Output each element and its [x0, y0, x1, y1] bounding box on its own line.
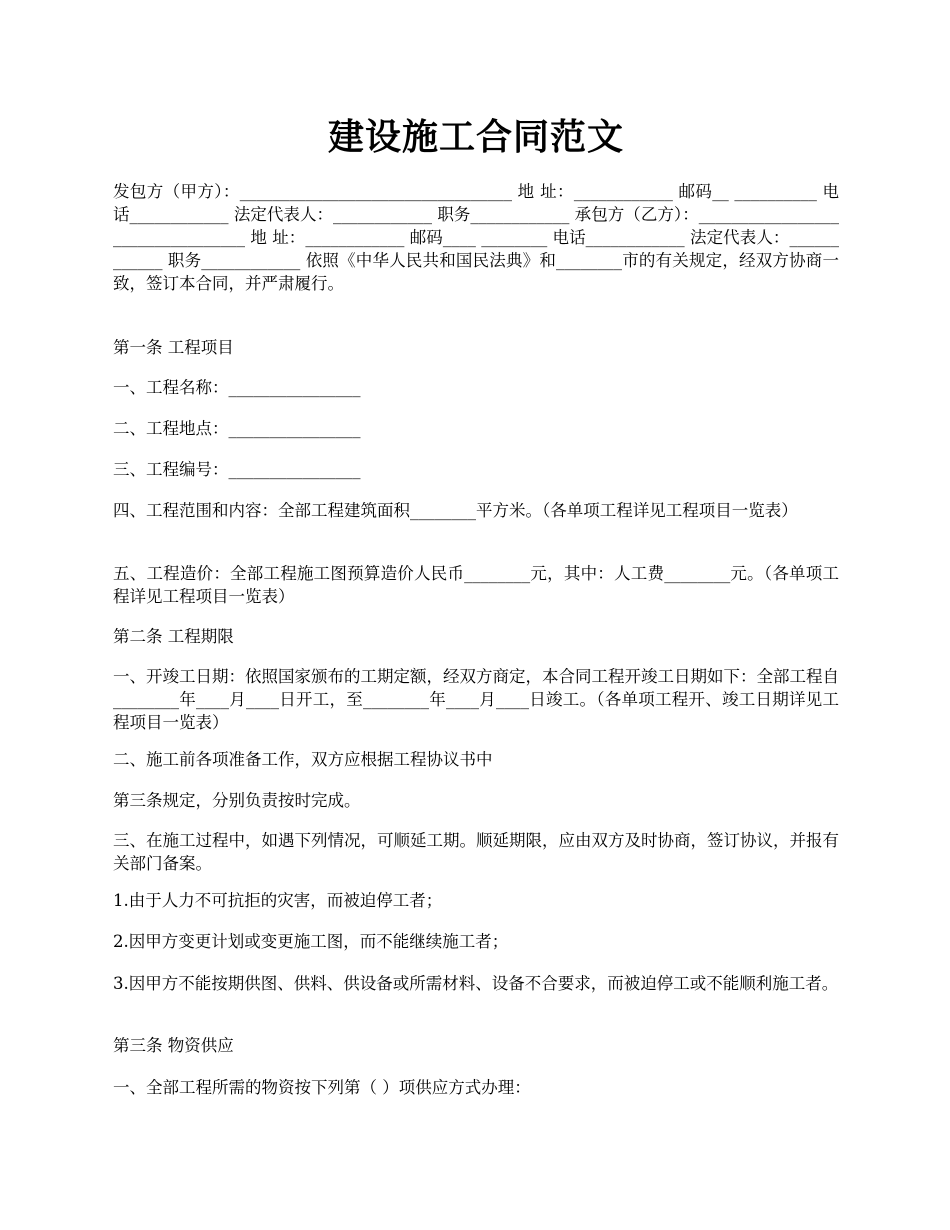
- supply-paragraph: 一、全部工程所需的物资按下列第（ ）项供应方式办理：: [113, 1078, 531, 1097]
- extension-item-1: 1.由于人力不可抗拒的灾害，而被迫停工者；: [113, 891, 443, 910]
- project-scope-paragraph: 四、工程范围和内容：全部工程建筑面积________平方米。（各单项工程详见工程项目一览表）: [113, 501, 798, 520]
- extension-item-2: 2.因甲方变更计划或变更施工图，而不能继续施工者；: [113, 932, 509, 951]
- project-cost-paragraph: 五、工程造价：全部工程施工图预算造价人民币________元，其中：人工费________元。（各单项工程详见工程项目一览表）: [113, 564, 839, 606]
- article-3-reference-line: 第三条规定，分别负责按时完成。: [113, 791, 361, 810]
- project-name-line: 一、工程名称：________________: [113, 378, 361, 397]
- article-3-heading: 第三条 物资供应: [113, 1036, 234, 1055]
- project-location-line: 二、工程地点：________________: [113, 419, 361, 438]
- extension-item-3: 3.因甲方不能按期供图、供料、供设备或所需材料、设备不合要求，而被迫停工或不能顺利施工者。: [113, 974, 839, 993]
- parties-paragraph: 发包方（甲方）：_________________________________ 地 址：____________ 邮码__ __________ 电话____________ 法定代表人：____________ 职务____________ 承包方（乙方）：_________________________________ 地 址：____________ 邮码____ ________ 电话____________ 法定代表人：____________ 职务____________ 依照《中华人民共和国民法典》和________市的有关规定，经双方协商一致，签订本合同，并严肃履行。: [113, 182, 839, 293]
- document-title: 建设施工合同范文: [327, 116, 624, 158]
- extension-paragraph: 三、在施工过程中，如遇下列情况，可顺延工期。顺延期限，应由双方及时协商，签订协议，并报有关部门备案。: [113, 831, 839, 873]
- schedule-paragraph: 一、开竣工日期：依照国家颁布的工期定额，经双方商定，本合同工程开竣工日期如下：全部工程自________年____月____日开工，至________年____月____日竣工。（各单项工程开、竣工日期详见工程项目一览表）: [113, 667, 839, 732]
- article-2-heading: 第二条 工程期限: [113, 627, 234, 646]
- preparation-paragraph: 二、施工前各项准备工作，双方应根据工程协议书中: [113, 750, 493, 769]
- project-number-line: 三、工程编号：________________: [113, 460, 361, 479]
- article-1-heading: 第一条 工程项目: [113, 338, 234, 357]
